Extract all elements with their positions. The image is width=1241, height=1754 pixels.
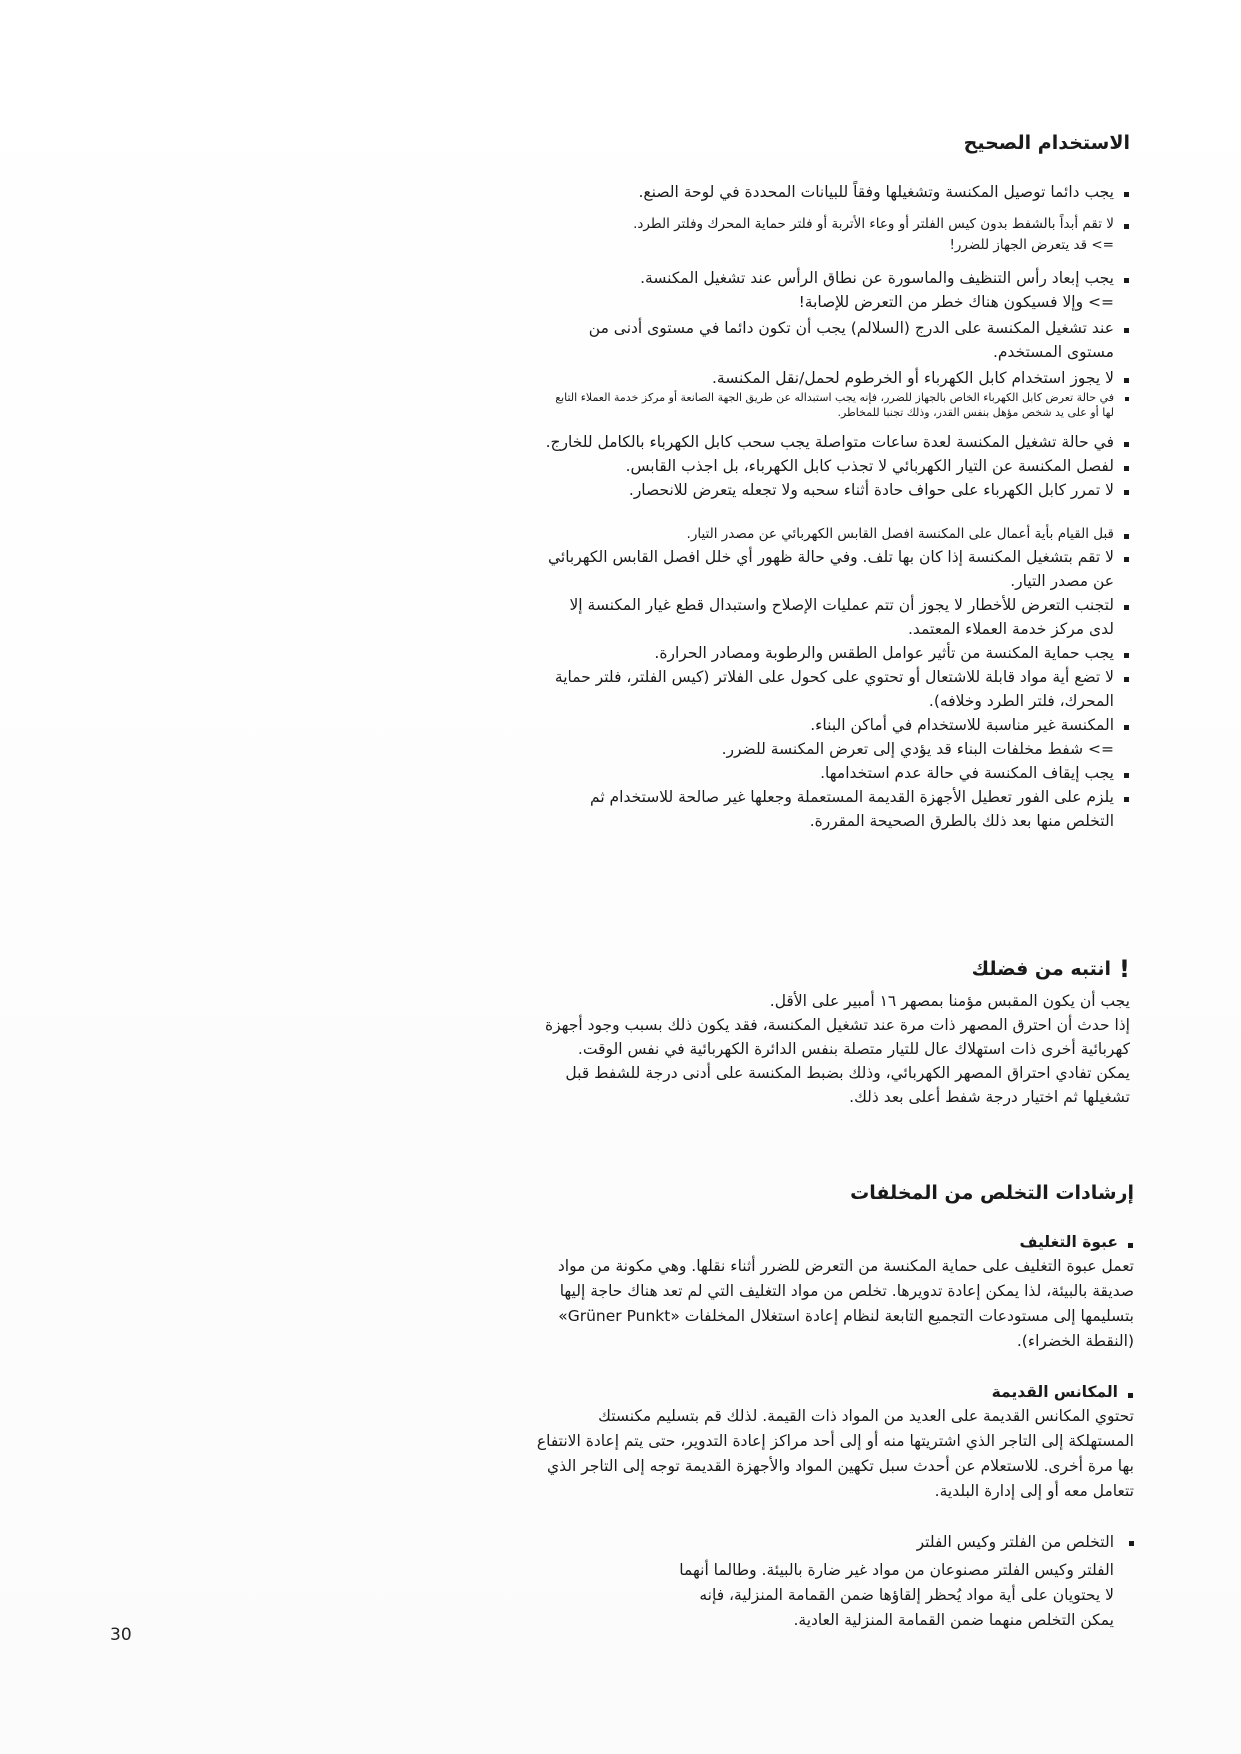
list-item: يجب حماية المكنسة من تأثير عوامل الطقس والرطوبة ومصادر الحرارة. [540,641,1130,665]
disposal-item [534,1230,1134,1354]
list-item: عند تشغيل المكنسة على الدرج (السلالم) يجب أن تكون دائما في مستوى أدنى من مستوى المستخدم. [540,316,1130,364]
item-text: الفلتر وكيس الفلتر مصنوعان من مواد غير ضارة بالبيئة. وطالما أنهما لا يحتويان على أية مواد يُحظر إلقاؤها ضمن القمامة المنزلية، فإنه يمكن التخلص منهما ضمن القمامة المنزلية العادية. [679,1561,1114,1629]
list-item: لا تضع أية مواد قابلة للاشتعال أو تحتوي على كحول على الفلاتر (كيس الفلتر، فلتر حماية المحرك، فلتر الطرد وخلافه). [540,665,1130,713]
list-item [540,266,1130,314]
disposal-section [534,1182,1134,1633]
item-heading: التخلص من الفلتر وكيس الفلتر [534,1530,1134,1554]
list-item: يلزم على الفور تعطيل الأجهزة القديمة المستعملة وجعلها غير صالحة للاستخدام ثم التخلص منها بعد ذلك بالطرق الصحيحة المقررة. [540,785,1130,833]
list-item: يجب إيقاف المكنسة في حالة عدم استخدامها. [540,761,1130,785]
list-item: لا يجوز استخدام كابل الكهرباء أو الخرطوم لحمل/نقل المكنسة. [540,366,1130,390]
section-title: إرشادات التخلص من المخلفات [850,1182,1134,1204]
page-number: 30 [110,1625,132,1645]
caution-heading [540,955,1130,983]
caution-paragraph: يجب أن يكون المقبس مؤمنا بمصهر ١٦ أمبير على الأقل. [769,992,1130,1010]
proper-use-section [540,132,1130,833]
item-text: لا تقم أبداً بالشفط بدون كيس الفلتر أو وعاء الأتربة أو فلتر حماية المحرك وفلتر الطرد. [633,216,1114,232]
disposal-item [534,1530,1134,1633]
list-item [540,214,1130,256]
caution-paragraph: يمكن تفادي احتراق المصهر الكهربائي، وذلك بضبط المكنسة على أدنى درجة للشفط قبل تشغيلها ثم اختيار درجة شفط أعلى بعد ذلك. [565,1064,1130,1106]
item-heading: المكانس القديمة [534,1380,1134,1404]
list-item: لتجنب التعرض للأخطار لا يجوز أن تتم عمليات الإصلاح واستبدال قطع غيار المكنسة إلا لدى مركز خدمة العملاء المعتمد. [540,593,1130,641]
item-note: => وإلا فسيكون هناك خطر من التعرض للإصابة! [798,293,1114,311]
item-text: تحتوي المكانس القديمة على العديد من المواد ذات القيمة. لذلك قم بتسليم مكنستك المستهلكة إلى التاجر الذي اشتريتها منه أو إلى أحد مراكز إعادة التدوير، حتى يتم إعادة الانتفاع بها مرة أخرى. للاستعلام عن أحدث سبل تكهين المواد والأجهزة القديمة توجه إلى التاجر الذي تتعامل معه أو إلى إدارة البلدية. [536,1407,1134,1500]
item-heading: عبوة التغليف [534,1230,1134,1254]
list-item [540,713,1130,761]
section-title: انتبه من فضلك [971,958,1112,980]
list-item: لفصل المكنسة عن التيار الكهربائي لا تجذب كابل الكهرباء، بل اجذب القابس. [540,454,1130,478]
list-item: لا تقم بتشغيل المكنسة إذا كان بها تلف. وفي حالة ظهور أي خلل افصل القابس الكهربائي عن مصدر التيار. [540,545,1130,593]
item-text: تعمل عبوة التغليف على حماية المكنسة من التعرض للضرر أثناء نقلها. وهي مكونة من مواد صديقة بالبيئة، لذا يمكن إعادة تدويرها. تخلص من مواد التغليف التي لم تعد هناك حاجة إليها بتسليمها إلى مستودعات التجميع التابعة لنظام إعادة استغلال المخلفات «Grüner Punkt» (النقطة الخضراء). [557,1257,1134,1350]
exclamation-icon: ! [1119,955,1130,983]
list-item: يجب دائما توصيل المكنسة وتشغيلها وفقاً للبيانات المحددة في لوحة الصنع. [540,180,1130,204]
item-note: => قد يتعرض الجهاز للضرر! [949,237,1114,253]
list-item: في حالة تعرض كابل الكهرباء الخاص بالجهاز للضرر، فإنه يجب استبداله عن طريق الجهة الصانعة أو مركز خدمة العملاء التابع لها أو على يد شخص مؤهل بنفس القدر، وذلك تجنبا للمخاطر. [540,390,1130,420]
item-text: يجب إبعاد رأس التنظيف والماسورة عن نطاق الرأس عند تشغيل المكنسة. [640,269,1114,287]
section-title: الاستخدام الصحيح [963,132,1130,154]
list-item: لا تمرر كابل الكهرباء على حواف حادة أثناء سحبه ولا تجعله يتعرض للانحصار. [540,478,1130,502]
caution-paragraph: إذا حدث أن احترق المصهر ذات مرة عند تشغيل المكنسة، فقد يكون ذلك بسبب وجود أجهزة كهربائية أخرى ذات استهلاك عال للتيار متصلة بنفس الدائرة الكهربائية في نفس الوقت. [545,1016,1130,1058]
item-text: المكنسة غير مناسبة للاستخدام في أماكن البناء. [810,716,1114,734]
item-note: => شفط مخلفات البناء قد يؤدي إلى تعرض المكنسة للضرر. [721,740,1114,758]
list-item: في حالة تشغيل المكنسة لعدة ساعات متواصلة يجب سحب كابل الكهرباء بالكامل للخارج. [540,430,1130,454]
caution-section [540,955,1130,1109]
proper-use-list [540,180,1130,833]
disposal-item [534,1380,1134,1504]
list-item: قبل القيام بأية أعمال على المكنسة افصل القابس الكهربائي عن مصدر التيار. [540,524,1130,545]
